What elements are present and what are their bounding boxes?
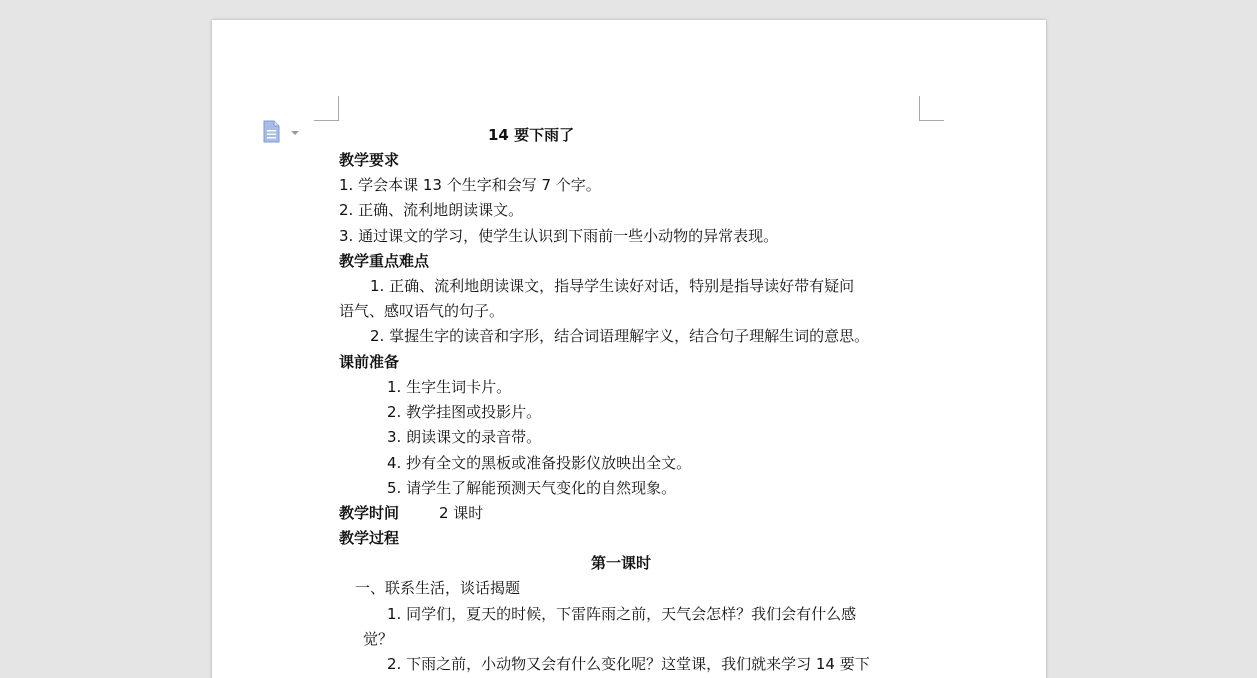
paragraph-key-point-1: 1. 正确、流利地朗读课文，指导学生读好对话，特别是指导读好带有疑问 bbox=[370, 277, 855, 295]
paragraph-question-2: 2. 下雨之前，小动物又会有什么变化呢？这堂课，我们就来学习 14 要下 bbox=[387, 655, 870, 673]
paste-options-icon[interactable] bbox=[262, 120, 304, 146]
paragraph-requirement-2: 2. 正确、流利地朗读课文。 bbox=[339, 201, 524, 219]
paragraph-time-value: 2 课时 bbox=[439, 504, 484, 522]
paragraph-question-1-cont: 觉？ bbox=[363, 630, 394, 648]
paragraph-prep-3: 3. 朗读课文的录音带。 bbox=[387, 428, 542, 446]
paragraph-key-point-2: 2. 掌握生字的读音和字形，结合词语理解字义，结合句子理解生词的意思。 bbox=[370, 327, 870, 345]
paragraph-requirement-3: 3. 通过课文的学习，使学生认识到下雨前一些小动物的异常表现。 bbox=[339, 227, 779, 245]
paragraph-prep-5: 5. 请学生了解能预测天气变化的自然现象。 bbox=[387, 479, 677, 497]
document-page[interactable] bbox=[212, 20, 1046, 678]
margin-corner-top-right bbox=[919, 96, 944, 121]
paragraph-requirement-1: 1. 学会本课 13 个生字和会写 7 个字。 bbox=[339, 176, 601, 194]
paragraph-prep-1: 1. 生字生词卡片。 bbox=[387, 378, 512, 396]
section-heading-key-points: 教学重点难点 bbox=[339, 252, 430, 270]
section-heading-process: 教学过程 bbox=[339, 529, 400, 547]
paragraph-prep-4: 4. 抄有全文的黑板或准备投影仪放映出全文。 bbox=[387, 454, 692, 472]
section-heading-time: 教学时间 bbox=[339, 504, 400, 522]
section-heading-requirements: 教学要求 bbox=[339, 151, 400, 169]
doc-title: 14 要下雨了 bbox=[488, 126, 575, 144]
margin-corner-top-left bbox=[314, 96, 339, 121]
paragraph-part-1: 一、联系生活，谈话揭题 bbox=[355, 579, 521, 597]
paragraph-prep-2: 2. 教学挂图或投影片。 bbox=[387, 403, 542, 421]
section-heading-preparation: 课前准备 bbox=[339, 353, 400, 371]
paragraph-question-1: 1. 同学们，夏天的时候，下雷阵雨之前，天气会怎样？我们会有什么感 bbox=[387, 605, 857, 623]
lesson-heading-first: 第一课时 bbox=[591, 554, 652, 572]
paragraph-key-point-1-cont: 语气、感叹语气的句子。 bbox=[339, 302, 505, 320]
